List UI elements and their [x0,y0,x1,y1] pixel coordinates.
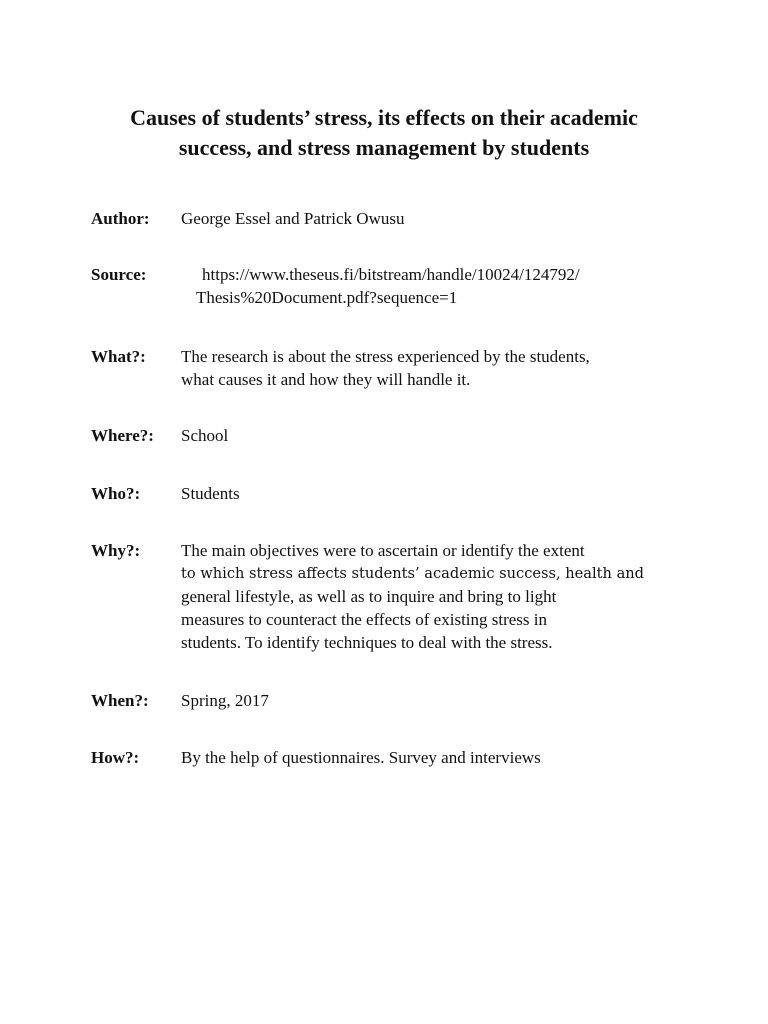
how-label: How?: [91,748,140,767]
why-label: Why?: [91,541,141,560]
what-label: What?: [91,347,146,366]
where-label: Where?: [91,426,154,445]
why-value-line: students. To identify techniques to deal with the stress. [181,633,553,652]
who-label: Who?: [91,484,141,503]
why-value-line: The main objectives were to ascertain or identify the extent [181,541,585,560]
author-label: Author: [91,209,150,228]
why-value-line: to which stress affects students’ academic success, health and [181,565,645,582]
where-value-line: School [181,426,229,445]
how-value [181,746,691,769]
why-value [181,539,691,654]
title-line: success, and stress management by students [178,135,590,160]
what-value-line: The research is about the stress experienced by the students, [181,347,590,366]
when-label: When?: [91,691,149,710]
who-value-line: Students [181,484,240,503]
who-value [181,482,691,505]
source-value [181,263,691,309]
why-value-line: general lifestyle, as well as to inquire and bring to light [181,587,557,606]
source-url-line: https://www.theseus.fi/bitstream/handle/10024/124792/ [202,265,580,284]
author-value-line: George Essel and Patrick Owusu [181,209,405,228]
where-value [181,424,691,447]
when-value [181,689,691,712]
document-title [60,103,708,163]
when-value-line: Spring, 2017 [181,691,269,710]
source-label: Source: [91,265,147,284]
source-url-line: Thesis%20Document.pdf?sequence=1 [196,288,458,307]
what-value-line: what causes it and how they will handle it. [181,370,471,389]
title-line: Causes of students’ stress, its effects on their academic [130,105,638,130]
how-value-line: By the help of questionnaires. Survey and interviews [181,748,541,767]
what-value [181,345,691,391]
author-value [181,207,691,230]
why-value-line: measures to counteract the effects of existing stress in [181,610,548,629]
